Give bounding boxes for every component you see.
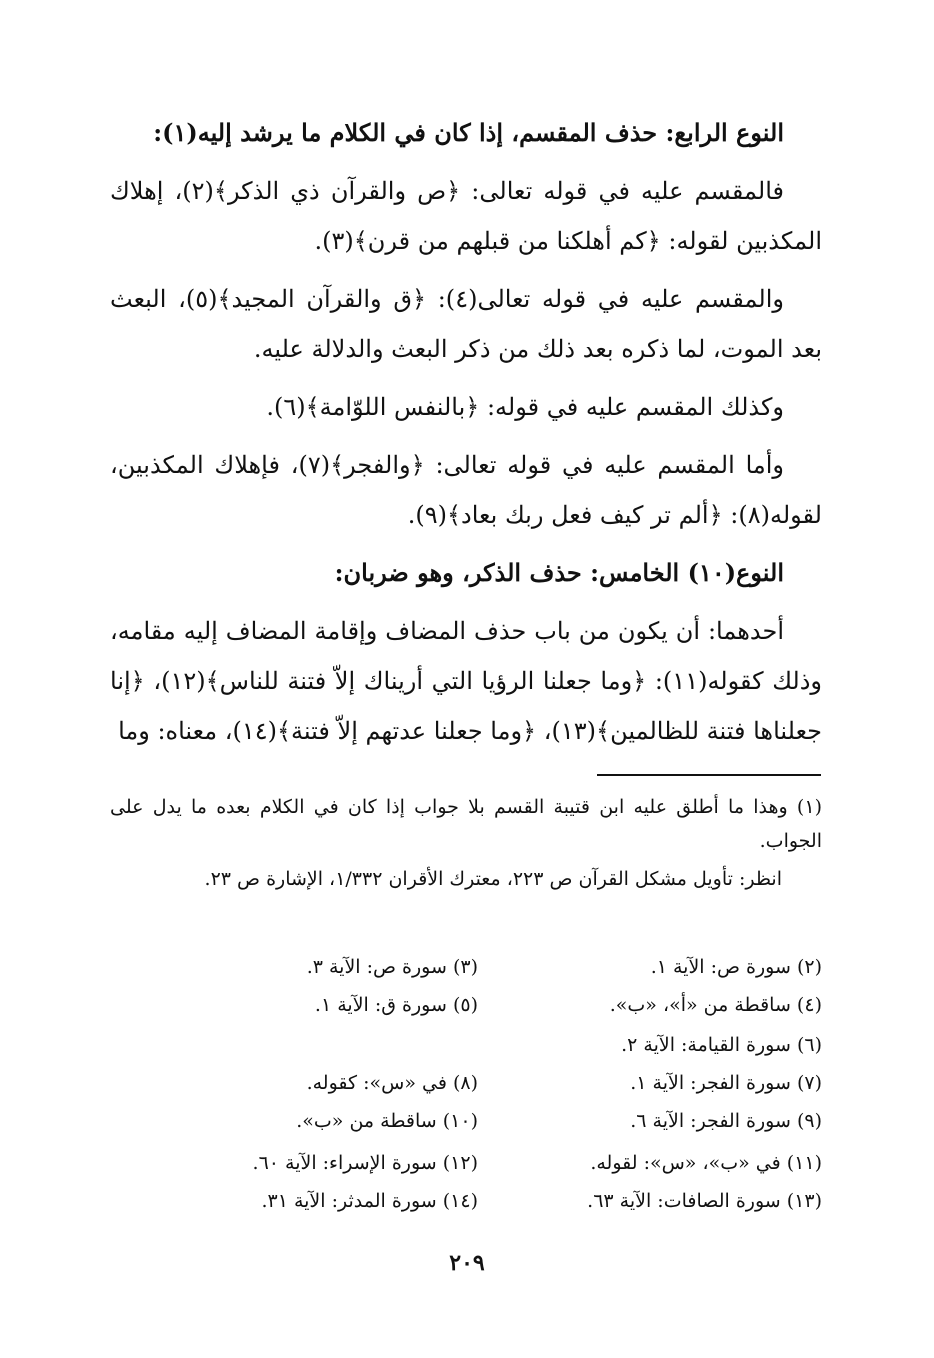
paragraph-fajr: وأما المقسم عليه في قوله تعالى: ﴿والفجر﴾(٧)، فإهلاك المكذبين، لقوله(٨): ﴿ألم تر كيف فعل ربك بعاد﴾(٩).	[110, 451, 822, 529]
footnote-9: (٩) سورة الفجر: الآية ٦.	[630, 1110, 822, 1132]
paragraph-nafs: وكذلك المقسم عليه في قوله: ﴿بالنفس اللوّامة﴾(٦).	[266, 393, 784, 421]
section-heading-fifth-type: النوع(١٠) الخامس: حذف الذكر، وهو ضربان:	[334, 558, 784, 587]
footnote-14: (١٤) سورة المدثر: الآية ٣١.	[261, 1190, 478, 1212]
footnote-2: (٢) سورة ص: الآية ١.	[650, 956, 822, 978]
footnote-4: (٤) ساقطة من «أ»، «ب».	[609, 994, 822, 1016]
footnote-11: (١١) في «ب»، «س»: لقوله.	[590, 1152, 822, 1174]
footnote-12: (١٢) سورة الإسراء: الآية ٦٠.	[252, 1152, 478, 1174]
paragraph-qaf: والمقسم عليه في قوله تعالى(٤): ﴿ق والقرآن المجيد﴾(٥)، البعث بعد الموت، لما ذكره بعد ذلك من ذكر البعث والدلالة عليه.	[110, 285, 822, 363]
footnote-10: (١٠) ساقطة من «ب».	[296, 1110, 478, 1132]
footnote-1-reference: انظر: تأويل مشكل القرآن ص ٢٢٣، معترك الأقران ١/٣٣٢، الإشارة ص ٢٣.	[204, 868, 782, 890]
footnote-13: (١٣) سورة الصافات: الآية ٦٣.	[587, 1190, 822, 1212]
paragraph-sad: فالمقسم عليه في قوله تعالى: ﴿ص والقرآن ذي الذكر﴾(٢)، إهلاك المكذبين لقوله: ﴿كم أهلكنا من قبلهم من قرن﴾(٣).	[110, 177, 822, 255]
footnote-3: (٣) سورة ص: الآية ٣.	[306, 956, 478, 978]
paragraph-first-kind: أحدهما: أن يكون من باب حذف المضاف وإقامة المضاف إليه مقامه، وذلك كقوله(١١): ﴿وما جعلنا الرؤيا التي أريناك إلاّ فتنة للناس﴾(١٢)، ﴿إنا جعلناها فتنة للظالمين﴾(١٣)، ﴿وما جعلنا عدتهم إلاّ فتنة﴾(١٤)، معناه: وما	[110, 617, 823, 745]
footnote-7: (٧) سورة الفجر: الآية ١.	[630, 1072, 822, 1094]
footnote-6: (٦) سورة القيامة: الآية ٢.	[621, 1034, 822, 1056]
footnote-5: (٥) سورة ق: الآية ١.	[314, 994, 478, 1016]
footnote-8: (٨) في «س»: كقوله.	[306, 1072, 478, 1094]
main-text	[110, 108, 822, 764]
page-number: ٢٠٩	[449, 1250, 485, 1276]
footnote-separator	[597, 774, 821, 776]
section-heading-fourth-type: النوع الرابع: حذف المقسم، إذا كان في الكلام ما يرشد إليه(١):	[153, 118, 784, 147]
footnote-1: (١) وهذا ما أطلق عليه ابن قتيبة القسم بلا جواب إذا كان في الكلام بعده ما يدل على الجواب.	[110, 796, 822, 852]
